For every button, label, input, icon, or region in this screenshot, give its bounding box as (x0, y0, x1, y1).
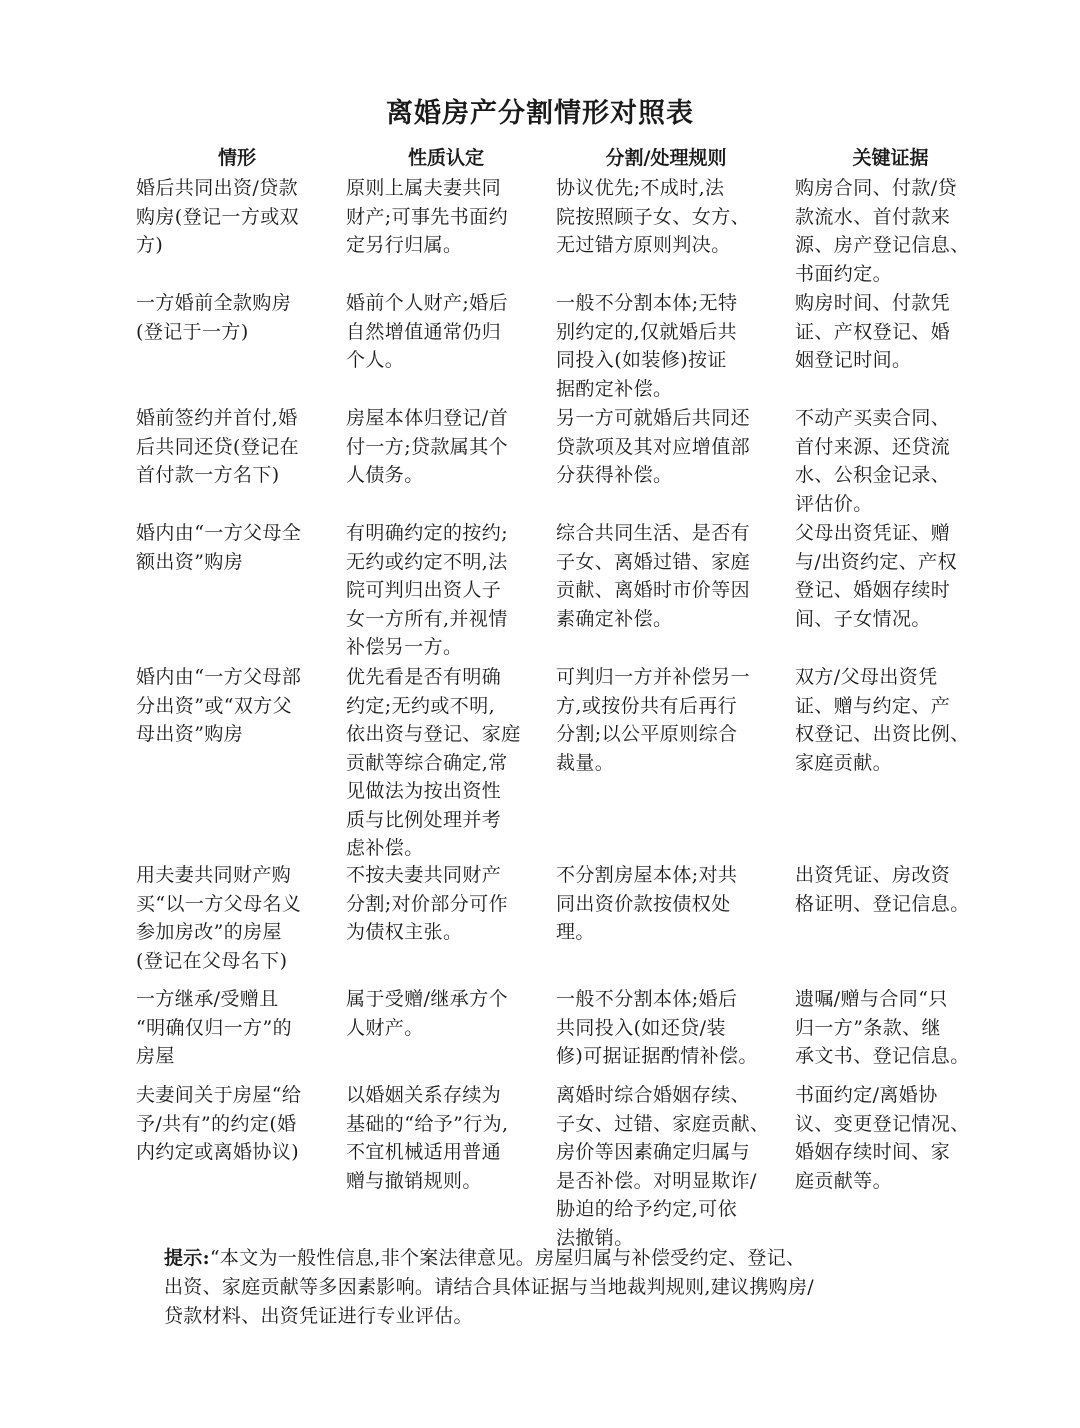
cell-rule: 一般不分割本体;无特 别约定的,仅就婚后共 同投入(如装修)按证 据酌定补偿。 (556, 292, 738, 400)
cell-evidence: 购房合同、付款/贷 款流水、首付款来 源、房产登记信息、 书面约定。 (795, 177, 970, 285)
header-rule: 分割/处理规则 (605, 147, 727, 169)
cell-situation: 婚后共同出资/贷款 购房(登记一方或双 方) (136, 177, 300, 256)
cell-evidence: 书面约定/离婚协 议、变更登记情况、 婚姻存续时间、家 庭贡献等。 (795, 1084, 970, 1192)
comparison-table (136, 144, 986, 1253)
cell-situation: 夫妻间关于房屋“给 予/共有”的约定(婚 内约定或离婚协议) (136, 1084, 302, 1163)
cell-nature: 原则上属夫妻共同 财产;可事先书面约 定另行归属。 (346, 177, 509, 256)
cell-nature: 不按夫妻共同财产 分割;对价部分可作 为债权主张。 (346, 864, 509, 943)
cell-nature: 婚前个人财产;婚后 自然增值通常仍归 个人。 (346, 292, 509, 371)
cell-nature: 属于受赠/继承方个 人财产。 (346, 988, 509, 1039)
disclaimer-note (164, 1244, 944, 1331)
cell-evidence: 出资凭证、房改资 格证明、登记信息。 (795, 864, 970, 915)
page-title: 离婚房产分割情形对照表 (386, 98, 694, 129)
cell-nature: 有明确约定的按约; 无约或约定不明,法 院可判归出资人子 女一方所有,并视情 补偿另一方。 (346, 522, 509, 658)
cell-evidence: 不动产买卖合同、 首付来源、还贷流 水、公积金记录、 评估价。 (795, 407, 951, 515)
table-header (136, 144, 986, 172)
table-row (136, 1081, 986, 1253)
cell-rule: 协议优先;不成时,法 院按照顾子女、女方、 无过错方原则判决。 (556, 177, 751, 256)
cell-situation: 婚前签约并首付,婚 后共同还贷(登记在 首付款一方名下) (136, 407, 300, 486)
cell-rule: 综合共同生活、是否有 子女、离婚过错、家庭 贡献、离婚时市价等因 素确定补偿。 (556, 522, 751, 630)
table-row (136, 663, 986, 861)
header-nature: 性质认定 (407, 147, 484, 169)
table-row (136, 861, 986, 985)
header-evidence: 关键证据 (852, 147, 929, 169)
cell-nature: 优先看是否有明确 约定;无约或不明, 依出资与登记、家庭 贡献等综合确定,常 见做法为按出资性 质与比例处理并考 虑补偿。 (346, 666, 521, 859)
cell-evidence: 双方/父母出资凭 证、赠与约定、产 权登记、出资比例、 家庭贡献。 (795, 666, 970, 774)
cell-evidence: 遗嘱/赠与合同“只 归一方”条款、继 承文书、登记信息。 (795, 988, 970, 1067)
cell-nature: 房屋本体归登记/首 付一方;贷款属其个 人债务。 (346, 407, 509, 486)
table-row (136, 289, 986, 404)
cell-rule: 另一方可就婚后共同还 贷款项及其对应增值部 分获得补偿。 (556, 407, 751, 486)
note-label: 提示: (164, 1247, 210, 1269)
cell-rule: 不分割房屋本体;对共 同出资价款按债权处 理。 (556, 864, 738, 943)
cell-evidence: 购房时间、付款凭 证、产权登记、婚 姻登记时间。 (795, 292, 951, 371)
cell-evidence: 父母出资凭证、赠 与/出资约定、产权 登记、婚姻存续时 间、子女情况。 (795, 522, 958, 630)
cell-situation: 用夫妻共同财产购 买“以一方父母名义 参加房改”的房屋 (登记在父母名下) (136, 864, 302, 972)
table-row (136, 404, 986, 519)
table-row (136, 519, 986, 663)
cell-rule: 一般不分割本体;婚后 共同投入(如还贷/装 修)可据证据酌情补偿。 (556, 988, 758, 1067)
note-text: “本文为一般性信息,非个案法律意见。房屋归属与补偿受约定、登记、 出资、家庭贡献等多因素影响。请结合具体证据与当地裁判规则,建议携购房/ 贷款材料、出资凭证进行专业评估。 (164, 1247, 814, 1327)
cell-situation: 一方继承/受赠且 “明确仅归一方”的 房屋 (136, 988, 293, 1067)
cell-rule: 离婚时综合婚姻存续、 子女、过错、家庭贡献、 房价等因素确定归属与 是否补偿。对明显欺诈/ 胁迫的给予约定,可依 法撤销。 (556, 1084, 770, 1249)
table-row (136, 985, 986, 1081)
cell-situation: 婚内由“一方父母全 额出资”购房 (136, 522, 302, 573)
cell-situation: 一方婚前全款购房 (登记于一方) (136, 292, 292, 343)
cell-nature: 以婚姻关系存续为 基础的“给予”行为, 不宜机械适用普通 赠与撤销规则。 (346, 1084, 509, 1192)
cell-rule: 可判归一方并补偿另一 方,或按份共有后再行 分割;以公平原则综合 裁量。 (556, 666, 751, 774)
header-situation: 情形 (217, 147, 256, 169)
cell-situation: 婚内由“一方父母部 分出资”或“双方父 母出资”购房 (136, 666, 302, 745)
table-row (136, 174, 986, 289)
